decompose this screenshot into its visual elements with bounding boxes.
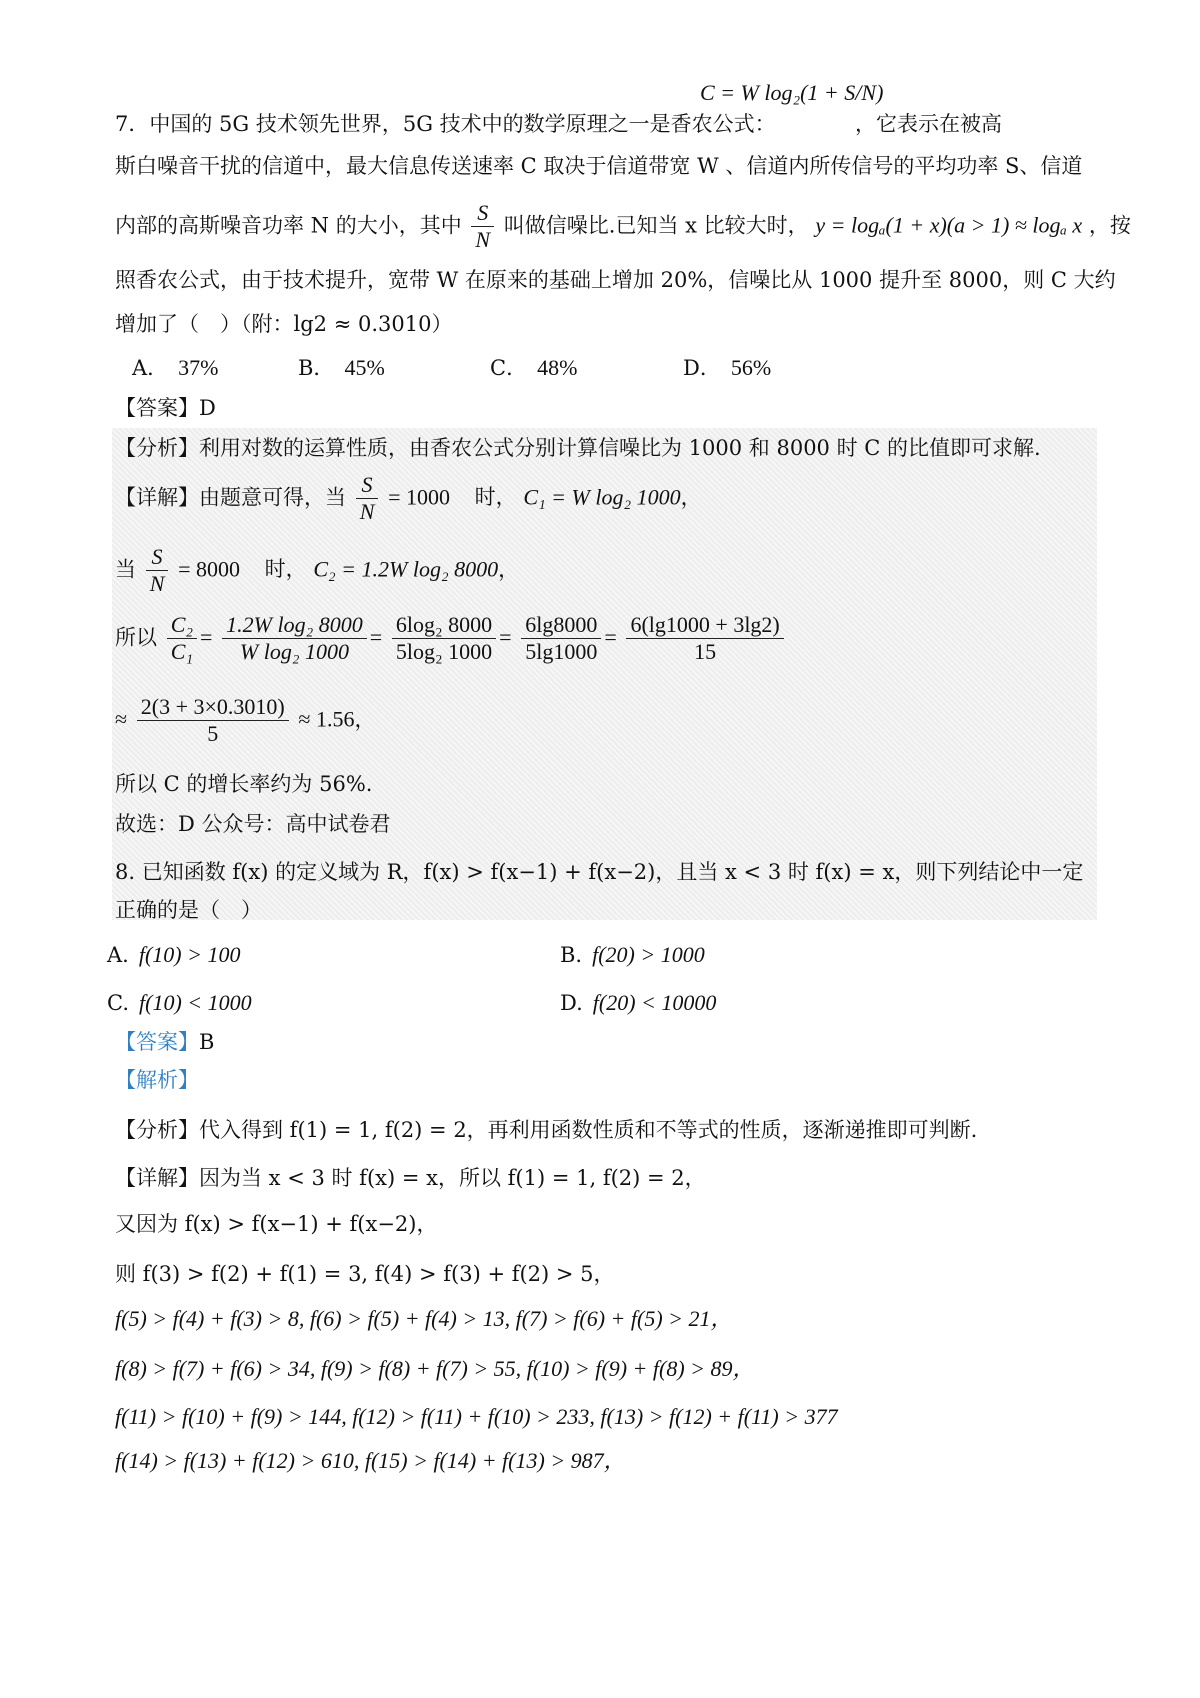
q8-option-c-value: f(10) < 1000 [139,990,252,1015]
q8-line-2: 正确的是（ ） [115,898,262,922]
sol7-growth: 所以 C 的增长率约为 56%. [115,772,373,796]
sol8-answer-tag: 【答案】 [115,1030,199,1054]
ratio-3-den: 5log₂ 1000 [395,639,493,665]
ratio-1-num: C₂ [167,612,197,639]
sol8-step-1: f(5) > f(4) + f(3) > 8, f(6) > f(5) + f(4) > 13, f(7) > f(6) + f(5) > 21， [115,1306,733,1331]
q8-line-1: 8. 已知函数 f(x) 的定义域为 R，f(x) > f(x−1) + f(x−2)，且当 x < 3 时 f(x) = x，则下列结论中一定 [115,860,1084,884]
sol8-step-4: f(14) > f(13) + f(12) > 610, f(15) > f(14) + f(13) > 987， [115,1448,626,1473]
q8-option-b-label: B. [560,943,583,967]
q7-line-2: 斯白噪音干扰的信道中，最大信息传送速率 C 取决于信道带宽 W 、信道内所传信号的平均功率 S、信道 [115,154,1083,178]
q7-line1-text: 中国的 5G 技术领先世界，5G 技术中的数学原理之一是香农公式： [149,112,776,136]
q7-option-c-label: C． [490,356,528,380]
approx-num: 2(3 + 3×0.3010) [137,694,289,721]
q8-option-c-label: C. [107,991,129,1015]
ratio-5-num: 6(lg1000 + 3lg2) [626,612,783,639]
sol7-when2-a: 当 [115,557,136,582]
q7-option-c-value: 48% [537,355,578,380]
sol8-analysis-tag-text: 【解析】 [115,1068,199,1092]
q7-line-1 [115,112,776,137]
sol7-snr1-den: N [359,499,375,525]
sol7-snr-fraction-1 [356,472,379,526]
q7-option-a-value: 37% [178,355,219,380]
q8-option-a-label: A. [107,943,129,967]
q7-option-d-value: 56% [730,355,772,380]
sol8-again: 又因为 f(x) > f(x−1) + f(x−2)， [115,1212,438,1236]
q7-option-b-label: B． [298,356,335,380]
approx-result: ≈ 1.56 [298,706,355,732]
q8-option-c[interactable] [107,990,252,1016]
sol7-c1-end: ， [680,485,702,510]
ratio-4-den: 5lg1000 [525,639,598,665]
ratio-2-den: W log₂ 1000 [239,639,349,665]
q7-line3-a: 内部的高斯噪音功率 N 的大小，其中 [115,213,462,238]
sol7-c2-end: ， [498,557,520,582]
q8-option-b-value: f(20) > 1000 [592,942,705,967]
approx-den: 5 [207,721,219,747]
q8-option-d[interactable] [560,990,716,1016]
q8-option-a[interactable] [107,942,240,968]
q7-option-d[interactable] [683,352,771,382]
sol7-snr-fraction-2 [146,544,169,598]
sol7-when2-b: 时， [264,557,307,582]
sol8-analysis: 【分析】代入得到 f(1) = 1, f(2) = 2，再利用函数性质和不等式的性质，逐渐递推即可判断. [115,1118,978,1142]
sol7-snr2-value: = 8000 [178,556,240,582]
sol7-answer: 【答案】D [115,396,216,420]
ratio-frac-5 [626,612,783,666]
q7-line1-tail: ，它表示在被高 [855,112,1002,136]
q8-option-d-label: D. [560,991,583,1015]
ratio-frac-3 [392,612,496,666]
q7-line-5: 增加了（ ）（附：lg2 ≈ 0.3010） [115,312,453,336]
sol8-detail: 【详解】因为当 x < 3 时 f(x) = x，所以 f(1) = 1, f(2) = 2， [115,1166,706,1190]
sol7-choose: 故选：D 公众号：高中试卷君 [115,812,391,836]
q7-line-3 [115,200,1131,254]
q7-option-c[interactable] [490,352,577,382]
sol7-snr1-value: = 1000 [388,484,450,510]
sol7-detail-a: 【详解】由题意可得，当 [115,485,346,510]
sol7-so-label: 所以 [115,625,157,650]
sol7-snr1-num: S [356,472,379,499]
sol7-snr2-num: S [146,544,169,571]
sol8-answer-value: B [199,1030,215,1054]
ratio-frac-1 [167,612,197,666]
ratio-5-den: 15 [694,639,717,665]
sol8-step-3: f(11) > f(10) + f(9) > 144, f(12) > f(11) + f(10) > 233, f(13) > f(12) + f(11) > 377 [115,1404,838,1429]
sol7-approx: ≈ $\frac{2(3 + 3\times 0.3010)}{5}$ ≈ 1.56， [115,694,376,747]
q7-option-a-label: A． [132,356,169,380]
approx-fraction [137,694,289,748]
sol7-c2-formula: C₂ = 1.2W log₂ 8000 [313,556,499,582]
sol8-analysis-tag [115,1068,199,1093]
q7-number: 7． [115,112,150,136]
q7-option-a[interactable] [132,352,219,382]
shannon-formula-text: C = W log₂(1 + S/N) [700,80,884,105]
sol8-step-2: f(8) > f(7) + f(6) > 34, f(9) > f(8) + f(7) > 55, f(10) > f(9) + f(8) > 89， [115,1356,755,1381]
ratio-4-num: 6lg8000 [521,612,601,639]
snr-fraction [471,200,494,254]
ratio-2-num: 1.2W log₂ 8000 [222,612,367,639]
q7-line3-b: 叫做信噪比.已知当 x 比较大时， [503,213,809,238]
ratio-frac-4 [521,612,601,666]
ratio-frac-2 [222,612,367,666]
q7-line3-c: ，按 [1088,213,1131,238]
sol7-snr2-den: N [149,571,165,597]
q8-option-b[interactable] [560,942,705,968]
sol8-then: 则 f(3) > f(2) + f(1) = 3, f(4) > f(3) + f(2) > 5， [115,1262,615,1286]
sol8-answer [115,1030,214,1055]
shannon-formula [700,80,883,106]
snr-fraction-num: S [471,200,494,227]
q7-option-b[interactable] [298,352,385,382]
q7-option-b-value: 45% [344,355,385,380]
sol7-detail [115,472,702,526]
sol7-analysis: 【分析】利用对数的运算性质，由香农公式分别计算信噪比为 1000 和 8000 时 C 的比值即可求解. [115,436,1041,460]
approx-end: ， [354,707,376,732]
sol7-when2 [115,544,519,598]
sol7-ratio-chain: 所以 $\frac{\text{C₂}}{\text{C₁}}$ = $\frac{\text{1.2W log₂ 8000}}{\text{W log₂ 1000}}$ = $\frac{\text{6log₂ 8000}}{\text{5log₂ 1000}}$ = $\frac{6\lg 8000}{5\lg 1000}$ = $\frac{6(\lg 1000 + 3\lg 2)}{15}$ [115,612,787,666]
ratio-3-num: 6log₂ 8000 [392,612,496,639]
log-approx-formula: y = logₐ(1 + x)(a > 1) ≈ logₐ x [815,212,1083,238]
sol7-c1-formula: C₁ = W log₂ 1000 [523,484,681,510]
snr-fraction-den: N [475,227,491,253]
q7-option-d-label: D． [683,356,721,380]
q8-option-a-value: f(10) > 100 [138,942,241,967]
q8-option-d-value: f(20) < 10000 [592,990,717,1015]
q7-line-4: 照香农公式，由于技术提升，宽带 W 在原来的基础上增加 20%，信噪比从 1000 提升至 8000，则 C 大约 [115,268,1116,292]
sol7-detail-b: 时， [474,485,517,510]
ratio-1-den: C₁ [170,639,194,665]
